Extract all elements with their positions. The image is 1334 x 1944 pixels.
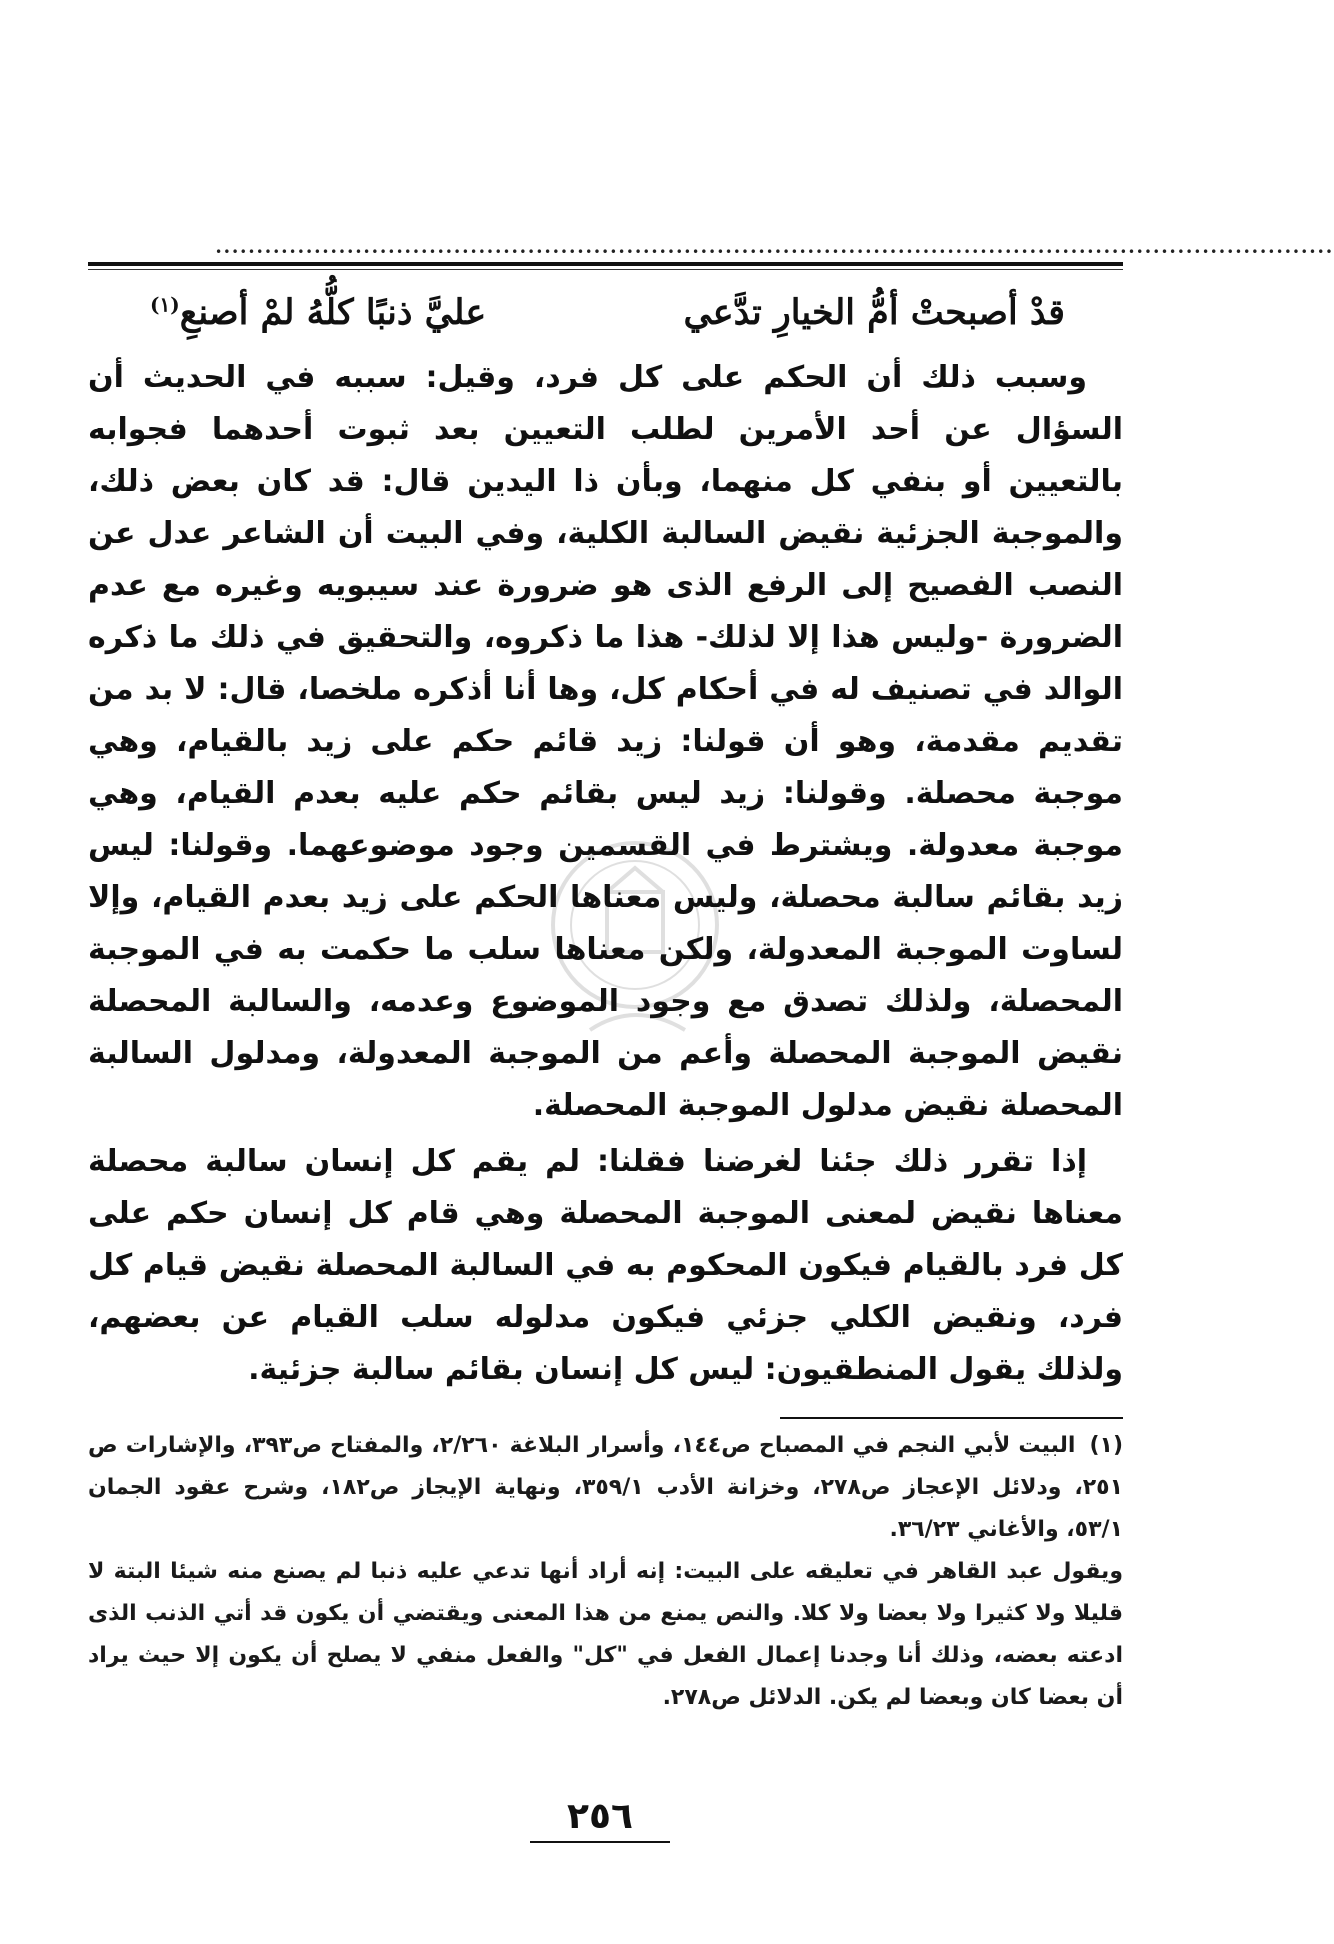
verse-second-hemistich-text: عليَّ ذنبًا كلُّهُ لمْ أصنعِ bbox=[179, 291, 487, 333]
main-body-text bbox=[88, 352, 1123, 1396]
verse-first-hemistich: قدْ أصبحتْ أمُّ الخيارِ تدَّعي bbox=[683, 291, 1065, 333]
page-number: ٢٥٦ bbox=[530, 1793, 670, 1843]
verse-second-hemistich bbox=[150, 292, 486, 333]
footnote-1-number: (١) bbox=[1089, 1433, 1123, 1458]
body-paragraph-1: وسبب ذلك أن الحكم على كل فرد، وقيل: سببه في الحديث أن السؤال عن أحد الأمرين لطلب التعيين بعد ثبوت أحدهما فجوابه بالتعيين أو بنفي كل منهما، وبأن ذا اليدين قال: قد كان بعض ذلك، والموجبة الجزئية نقيض السالبة الكلية، وفي البيت أن الشاعر عدل عن النصب الفصيح إلى الرفع الذى هو ضرورة عند سيبويه وغيره مع عدم الضرورة -وليس هذا إلا لذلك- هذا ما ذكروه، والتحقيق في ذلك ما ذكره الوالد في تصنيف له في أحكام كل، وها أنا أذكره ملخصا، قال: لا بد من تقديم مقدمة، وهو أن قولنا: زيد قائم حكم على زيد بالقيام، وهي موجبة محصلة. وقولنا: زيد ليس بقائم حكم عليه بعدم القيام، وهي موجبة معدولة. ويشترط في القسمين وجود موضوعهما. وقولنا: ليس زيد بقائم سالبة محصلة، وليس معناها الحكم على زيد بعدم القيام، وإلا لساوت الموجبة المعدولة، ولكن معناها سلب ما حكمت به في الموجبة المحصلة، ولذلك تصدق مع وجود الموضوع وعدمه، والسالبة المحصلة نقيض الموجبة المحصلة وأعم من الموجبة المعدولة، ومدلول السالبة المحصلة نقيض مدلول الموجبة المحصلة. bbox=[88, 360, 1123, 1123]
footnotes-section bbox=[88, 1425, 1123, 1719]
body-paragraph-2: إذا تقرر ذلك جئنا لغرضنا فقلنا: لم يقم كل إنسان سالبة محصلة معناها نقيض لمعنى الموجبة المحصلة وهي قام كل إنسان حكم على كل فرد بالقيام فيكون المحكوم به في السالبة المحصلة نقيض قيام كل فرد، ونقيض الكلي جزئي فيكون مدلوله سلب القيام عن بعضهم، ولذلك يقول المنطقيون: ليس كل إنسان بقائم سالبة جزئية. bbox=[88, 1144, 1123, 1387]
poetry-verse bbox=[150, 282, 1065, 342]
header-thick-rule bbox=[88, 262, 1123, 266]
footnote-separator bbox=[780, 1417, 1123, 1419]
footnote-marker: (١) bbox=[150, 291, 180, 316]
footnote-2: ويقول عبد القاهر في تعليقه على البيت: إنه أراد أنها تدعي عليه ذنبا لم يصنع منه شيئا البتة لا قليلا ولا كثيرا ولا بعضا ولا كلا. والنص يمنع من هذا المعنى ويقتضي أن يكون قد أتي الذنب الذى ادعته بعضه، وذلك أنا وجدنا إعمال الفعل في "كل" والفعل منفي لا يصلح أن يكون إلا حيث يراد أن بعضا كان وبعضا لم يكن. الدلائل ص٢٧٨. bbox=[88, 1559, 1123, 1710]
footnote-1 bbox=[88, 1425, 1123, 1551]
header-thin-rule bbox=[88, 269, 1123, 270]
footnote-1-text: البيت لأبي النجم في المصباح ص١٤٤، وأسرار البلاغة ٢/٢٦٠، والمفتاح ص٣٩٣، والإشارات ص ٢٥١، ودلائل الإعجاز ص٢٧٨، وخزانة الأدب ٣٥٩/١، ونهاية الإيجاز ص١٨٢، وشرح عقود الجمان ٥٣/١، والأغاني ٣٦/٢٣. bbox=[88, 1433, 1124, 1542]
header-dotted-line: •••••••••••••••••••••••••••••••••••••••••••••••••••••••••••••••••••••••••••••••••••••••••••••••••••••••••••••••••••••••••••••••••••••••• bbox=[215, 245, 1334, 259]
